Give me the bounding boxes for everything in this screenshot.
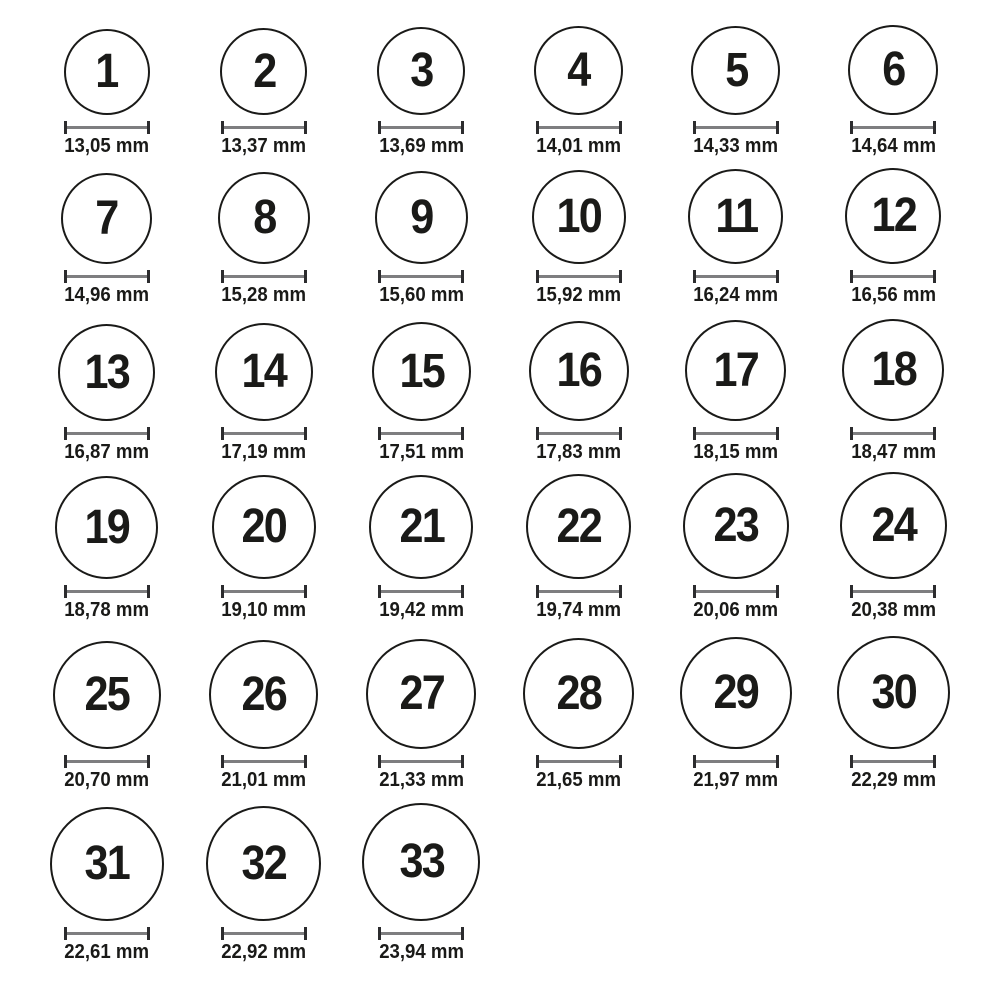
ring-item — [343, 630, 500, 800]
measure-tick-right-icon — [304, 121, 307, 134]
ring-size-number: 19 — [84, 500, 129, 554]
diameter-label: 14,01 mm — [536, 135, 622, 157]
measure-bar — [539, 432, 619, 435]
measure-tick-right-icon — [933, 755, 936, 768]
diameter-measure-line — [536, 755, 622, 768]
ring-item — [343, 472, 500, 630]
ring-item — [657, 0, 814, 166]
ring-size-number: 26 — [241, 667, 287, 721]
ring-size-number: 13 — [84, 345, 129, 399]
measure-bar — [67, 432, 147, 435]
diameter-measure-line — [378, 121, 464, 134]
diameter-measure-line — [536, 427, 622, 440]
ring-size-number: 27 — [399, 667, 444, 720]
ring-size-number: 33 — [399, 835, 444, 888]
measure-tick-right-icon — [147, 755, 150, 768]
ring-item — [185, 166, 342, 315]
ring-size-number: 30 — [871, 665, 916, 719]
ring-size-number: 32 — [241, 836, 287, 890]
measure-tick-right-icon — [776, 427, 779, 440]
ring-circle — [845, 168, 941, 264]
ring-item — [500, 472, 657, 630]
ring-item — [343, 315, 500, 472]
measure-tick-right-icon — [304, 427, 307, 440]
measure-bar — [539, 275, 619, 278]
measure-bar — [224, 590, 304, 593]
diameter-measure-line — [378, 270, 464, 283]
diameter-label: 15,28 mm — [221, 284, 307, 306]
diameter-measure-line — [850, 585, 936, 598]
diameter-label: 17,83 mm — [536, 441, 622, 463]
diameter-label: 21,97 mm — [693, 769, 779, 791]
measure-tick-right-icon — [147, 927, 150, 940]
ring-circle — [685, 320, 786, 421]
ring-size-number: 3 — [410, 44, 433, 97]
diameter-measure-line — [221, 121, 307, 134]
ring-item — [343, 0, 500, 166]
measure-bar — [853, 590, 933, 593]
ring-item — [657, 166, 814, 315]
ring-size-number: 28 — [556, 666, 601, 720]
measure-bar — [224, 432, 304, 435]
measure-tick-right-icon — [461, 927, 464, 940]
ring-size-number: 8 — [252, 191, 276, 244]
measure-bar — [224, 275, 304, 278]
ring-circle — [206, 806, 321, 921]
ring-size-number: 21 — [399, 500, 444, 553]
measure-bar — [224, 126, 304, 129]
measure-bar — [696, 760, 776, 763]
ring-circle — [220, 28, 307, 115]
ring-circle — [218, 172, 310, 264]
measure-bar — [853, 126, 933, 129]
ring-circle — [53, 641, 161, 749]
ring-item — [500, 166, 657, 315]
diameter-label: 20,38 mm — [850, 599, 936, 621]
measure-tick-right-icon — [619, 427, 622, 440]
diameter-measure-line — [221, 755, 307, 768]
diameter-measure-line — [64, 427, 150, 440]
ring-item — [185, 472, 342, 630]
measure-tick-right-icon — [619, 270, 622, 283]
ring-size-number: 25 — [84, 668, 129, 721]
ring-circle — [212, 475, 316, 579]
measure-tick-right-icon — [461, 121, 464, 134]
diameter-label: 21,01 mm — [221, 769, 307, 791]
diameter-label: 22,92 mm — [221, 941, 307, 963]
ring-circle — [691, 26, 780, 115]
diameter-measure-line — [378, 427, 464, 440]
diameter-label: 17,51 mm — [378, 441, 464, 463]
ring-size-number: 24 — [871, 498, 916, 552]
ring-size-number: 1 — [95, 45, 118, 98]
diameter-label: 19,74 mm — [536, 599, 622, 621]
measure-tick-right-icon — [461, 585, 464, 598]
measure-tick-right-icon — [776, 121, 779, 134]
ring-size-number: 31 — [84, 837, 129, 890]
measure-bar — [381, 932, 461, 935]
ring-circle — [534, 26, 623, 115]
measure-tick-right-icon — [933, 270, 936, 283]
measure-bar — [539, 590, 619, 593]
diameter-measure-line — [693, 755, 779, 768]
measure-tick-right-icon — [461, 755, 464, 768]
diameter-measure-line — [536, 270, 622, 283]
ring-size-number: 5 — [724, 43, 748, 97]
measure-tick-right-icon — [933, 585, 936, 598]
measure-bar — [67, 126, 147, 129]
diameter-label: 20,06 mm — [693, 599, 779, 621]
ring-size-number: 14 — [241, 345, 287, 398]
measure-tick-right-icon — [147, 427, 150, 440]
measure-tick-right-icon — [776, 585, 779, 598]
ring-size-number: 10 — [556, 190, 601, 243]
measure-tick-right-icon — [933, 121, 936, 134]
diameter-label: 15,92 mm — [536, 284, 622, 306]
diameter-label: 14,33 mm — [693, 135, 779, 157]
diameter-label: 23,94 mm — [378, 941, 464, 963]
diameter-measure-line — [693, 427, 779, 440]
ring-circle — [842, 319, 944, 421]
ring-item — [343, 166, 500, 315]
measure-bar — [67, 275, 147, 278]
measure-bar — [224, 760, 304, 763]
ring-circle — [362, 803, 480, 921]
ring-circle — [209, 640, 318, 749]
ring-item — [185, 630, 342, 800]
diameter-measure-line — [221, 270, 307, 283]
ring-circle — [680, 637, 792, 749]
ring-circle — [55, 476, 158, 579]
ring-size-number: 9 — [410, 190, 433, 244]
diameter-label: 18,15 mm — [693, 441, 779, 463]
measure-bar — [381, 275, 461, 278]
ring-item — [185, 0, 342, 166]
measure-bar — [696, 432, 776, 435]
ring-circle — [532, 170, 626, 264]
ring-size-number: 12 — [871, 189, 916, 242]
measure-bar — [381, 432, 461, 435]
ring-item — [657, 315, 814, 472]
diameter-label: 22,29 mm — [850, 769, 936, 791]
measure-tick-right-icon — [619, 755, 622, 768]
diameter-label: 16,87 mm — [64, 441, 150, 463]
ring-size-number: 6 — [882, 43, 905, 96]
ring-circle — [61, 173, 152, 264]
ring-size-number: 16 — [556, 344, 601, 397]
measure-bar — [67, 590, 147, 593]
diameter-label: 22,61 mm — [64, 941, 150, 963]
diameter-label: 16,56 mm — [850, 284, 936, 306]
ring-item — [500, 315, 657, 472]
diameter-label: 20,70 mm — [64, 769, 150, 791]
ring-circle — [64, 29, 150, 115]
diameter-label: 15,60 mm — [378, 284, 464, 306]
ring-item — [28, 800, 185, 1000]
diameter-measure-line — [693, 121, 779, 134]
ring-item — [657, 630, 814, 800]
diameter-label: 13,05 mm — [64, 135, 150, 157]
measure-tick-right-icon — [461, 270, 464, 283]
ring-size-number: 15 — [399, 344, 444, 398]
measure-bar — [853, 432, 933, 435]
measure-bar — [853, 275, 933, 278]
measure-bar — [224, 932, 304, 935]
ring-item — [500, 0, 657, 166]
ring-circle — [369, 475, 473, 579]
diameter-label: 16,24 mm — [693, 284, 779, 306]
diameter-measure-line — [693, 585, 779, 598]
ring-size-number: 29 — [713, 666, 759, 719]
diameter-measure-line — [850, 121, 936, 134]
ring-circle — [58, 324, 155, 421]
ring-size-number: 17 — [713, 343, 759, 397]
measure-bar — [539, 126, 619, 129]
ring-circle — [683, 473, 789, 579]
ring-item — [28, 630, 185, 800]
diameter-measure-line — [64, 121, 150, 134]
diameter-label: 18,47 mm — [850, 441, 936, 463]
diameter-measure-line — [221, 427, 307, 440]
ring-circle — [526, 474, 631, 579]
diameter-measure-line — [221, 927, 307, 940]
measure-bar — [853, 760, 933, 763]
ring-item — [185, 800, 342, 1000]
diameter-measure-line — [850, 755, 936, 768]
measure-tick-right-icon — [776, 755, 779, 768]
measure-bar — [696, 126, 776, 129]
measure-tick-right-icon — [147, 585, 150, 598]
diameter-label: 21,65 mm — [536, 769, 622, 791]
ring-circle — [372, 322, 471, 421]
diameter-label: 18,78 mm — [64, 599, 150, 621]
measure-tick-right-icon — [619, 585, 622, 598]
ring-circle — [366, 639, 476, 749]
measure-bar — [67, 760, 147, 763]
diameter-label: 14,96 mm — [64, 284, 150, 306]
diameter-measure-line — [693, 270, 779, 283]
ring-circle — [377, 27, 465, 115]
ring-item — [815, 630, 972, 800]
diameter-measure-line — [64, 927, 150, 940]
diameter-measure-line — [64, 270, 150, 283]
diameter-measure-line — [850, 270, 936, 283]
measure-tick-right-icon — [933, 427, 936, 440]
ring-circle — [848, 25, 938, 115]
diameter-label: 17,19 mm — [221, 441, 307, 463]
diameter-measure-line — [850, 427, 936, 440]
ring-size-number: 18 — [871, 343, 916, 396]
measure-bar — [696, 275, 776, 278]
diameter-label: 19,42 mm — [378, 599, 464, 621]
ring-size-number: 23 — [713, 499, 759, 552]
diameter-measure-line — [378, 755, 464, 768]
ring-circle — [837, 636, 950, 749]
measure-bar — [381, 590, 461, 593]
diameter-measure-line — [64, 585, 150, 598]
ring-item — [343, 800, 500, 1000]
ring-size-number: 7 — [95, 191, 118, 245]
ring-circle — [523, 638, 634, 749]
measure-tick-right-icon — [461, 427, 464, 440]
diameter-measure-line — [221, 585, 307, 598]
ring-size-number: 22 — [556, 499, 601, 553]
diameter-label: 14,64 mm — [850, 135, 936, 157]
ring-item — [815, 315, 972, 472]
ring-circle — [375, 171, 468, 264]
measure-bar — [696, 590, 776, 593]
ring-item — [815, 472, 972, 630]
ring-item — [815, 166, 972, 315]
diameter-label: 13,37 mm — [221, 135, 307, 157]
measure-bar — [539, 760, 619, 763]
diameter-measure-line — [378, 927, 464, 940]
diameter-measure-line — [378, 585, 464, 598]
measure-tick-right-icon — [619, 121, 622, 134]
ring-circle — [529, 321, 629, 421]
measure-tick-right-icon — [147, 121, 150, 134]
diameter-label: 21,33 mm — [378, 769, 464, 791]
measure-tick-right-icon — [304, 927, 307, 940]
measure-tick-right-icon — [304, 755, 307, 768]
measure-bar — [381, 760, 461, 763]
ring-item — [500, 630, 657, 800]
ring-size-number: 4 — [567, 43, 590, 97]
measure-tick-right-icon — [304, 270, 307, 283]
ring-size-number: 20 — [241, 500, 287, 553]
measure-tick-right-icon — [776, 270, 779, 283]
ring-circle — [840, 472, 947, 579]
measure-bar — [381, 126, 461, 129]
ring-item — [185, 315, 342, 472]
ring-item — [815, 0, 972, 166]
diameter-label: 19,10 mm — [221, 599, 307, 621]
diameter-label: 13,69 mm — [378, 135, 464, 157]
ring-size-number: 2 — [252, 44, 276, 98]
measure-bar — [67, 932, 147, 935]
ring-item — [28, 166, 185, 315]
diameter-measure-line — [536, 585, 622, 598]
measure-tick-right-icon — [304, 585, 307, 598]
ring-item — [28, 472, 185, 630]
ring-size-number: 11 — [714, 189, 758, 243]
ring-circle — [50, 807, 164, 921]
diameter-measure-line — [536, 121, 622, 134]
ring-item — [657, 472, 814, 630]
ring-item — [28, 315, 185, 472]
ring-circle — [688, 169, 783, 264]
ring-item — [28, 0, 185, 166]
diameter-measure-line — [64, 755, 150, 768]
measure-tick-right-icon — [147, 270, 150, 283]
ring-circle — [215, 323, 313, 421]
